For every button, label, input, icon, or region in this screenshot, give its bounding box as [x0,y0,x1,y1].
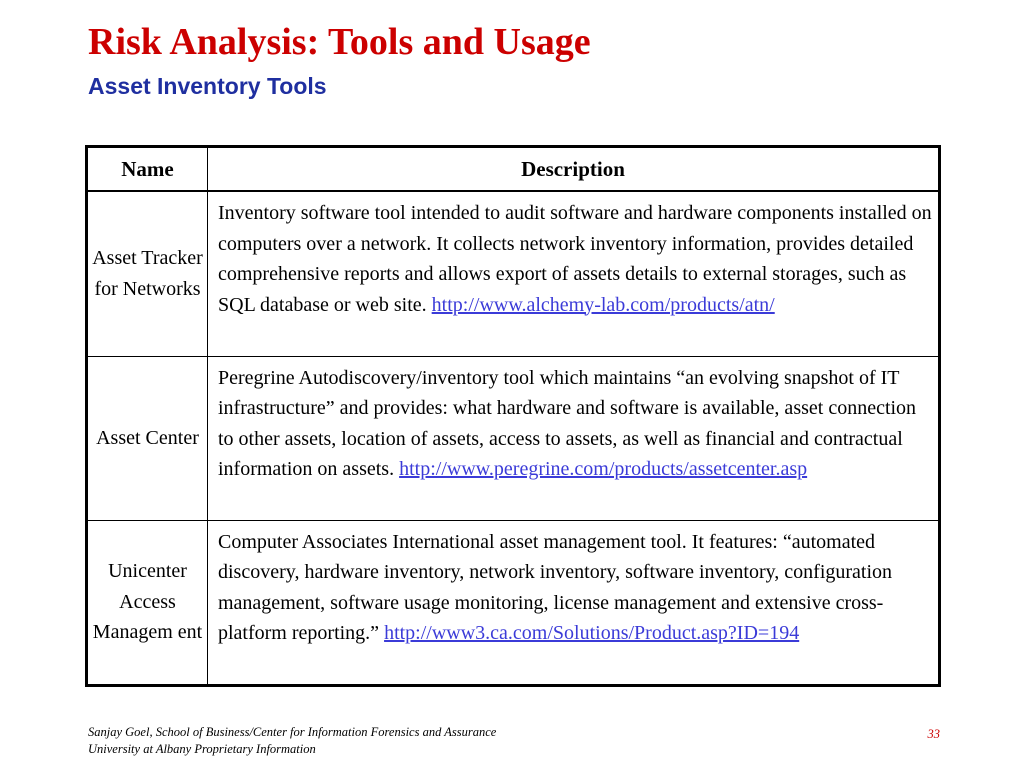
footer-credit: Sanjay Goel, School of Business/Center for Information Forensics and Assurance [88,725,497,739]
tool-description-cell [208,356,940,520]
asset-inventory-table [85,145,941,687]
tool-link[interactable]: http://www.alchemy-lab.com/products/atn/ [431,293,775,316]
table-header-row [87,147,940,192]
header-description: Description [208,147,940,192]
slide-subtitle: Asset Inventory Tools [88,73,327,99]
tool-name-cell: Unicenter Access Managem ent [87,520,208,685]
footer-proprietary: University at Albany Proprietary Information [88,742,316,756]
tool-description-cell [208,191,940,356]
tool-description-cell [208,520,940,685]
tool-link[interactable]: http://www.peregrine.com/products/assetcenter.asp [399,458,808,480]
header-name: Name [87,147,208,192]
footer [88,724,496,758]
table-row [87,520,940,685]
tool-name-cell: Asset Center [87,356,208,520]
table-row [87,356,940,520]
table-row [87,191,940,356]
tool-description-text: Peregrine Autodiscovery/inventory tool which maintains “an evolving snapshot of IT infrastructure” and provides: what hardware and software is available, asset connection to other assets, location of assets, access to assets, as well as financial and contractual information on assets. [218,366,917,480]
page-number: 33 [927,727,940,741]
tool-name-cell: Asset Tracker for Networks [87,191,208,356]
tool-link[interactable]: http://www3.ca.com/Solutions/Product.asp?ID=194 [384,622,800,644]
tool-description-text: Computer Associates International asset management tool. It features: “automated discovery, hardware inventory, network inventory, software inventory, configuration management, software usage monitoring, license management and extensive cross-platform reporting.” [218,530,893,644]
tool-description-text: Inventory software tool intended to audit software and hardware components installed on computers over a network. It collects network inventory information, provides detailed comprehensive reports and allows export of assets details to external storages, such as SQL database or web site. [218,202,932,316]
slide-title: Risk Analysis: Tools and Usage [88,21,591,63]
